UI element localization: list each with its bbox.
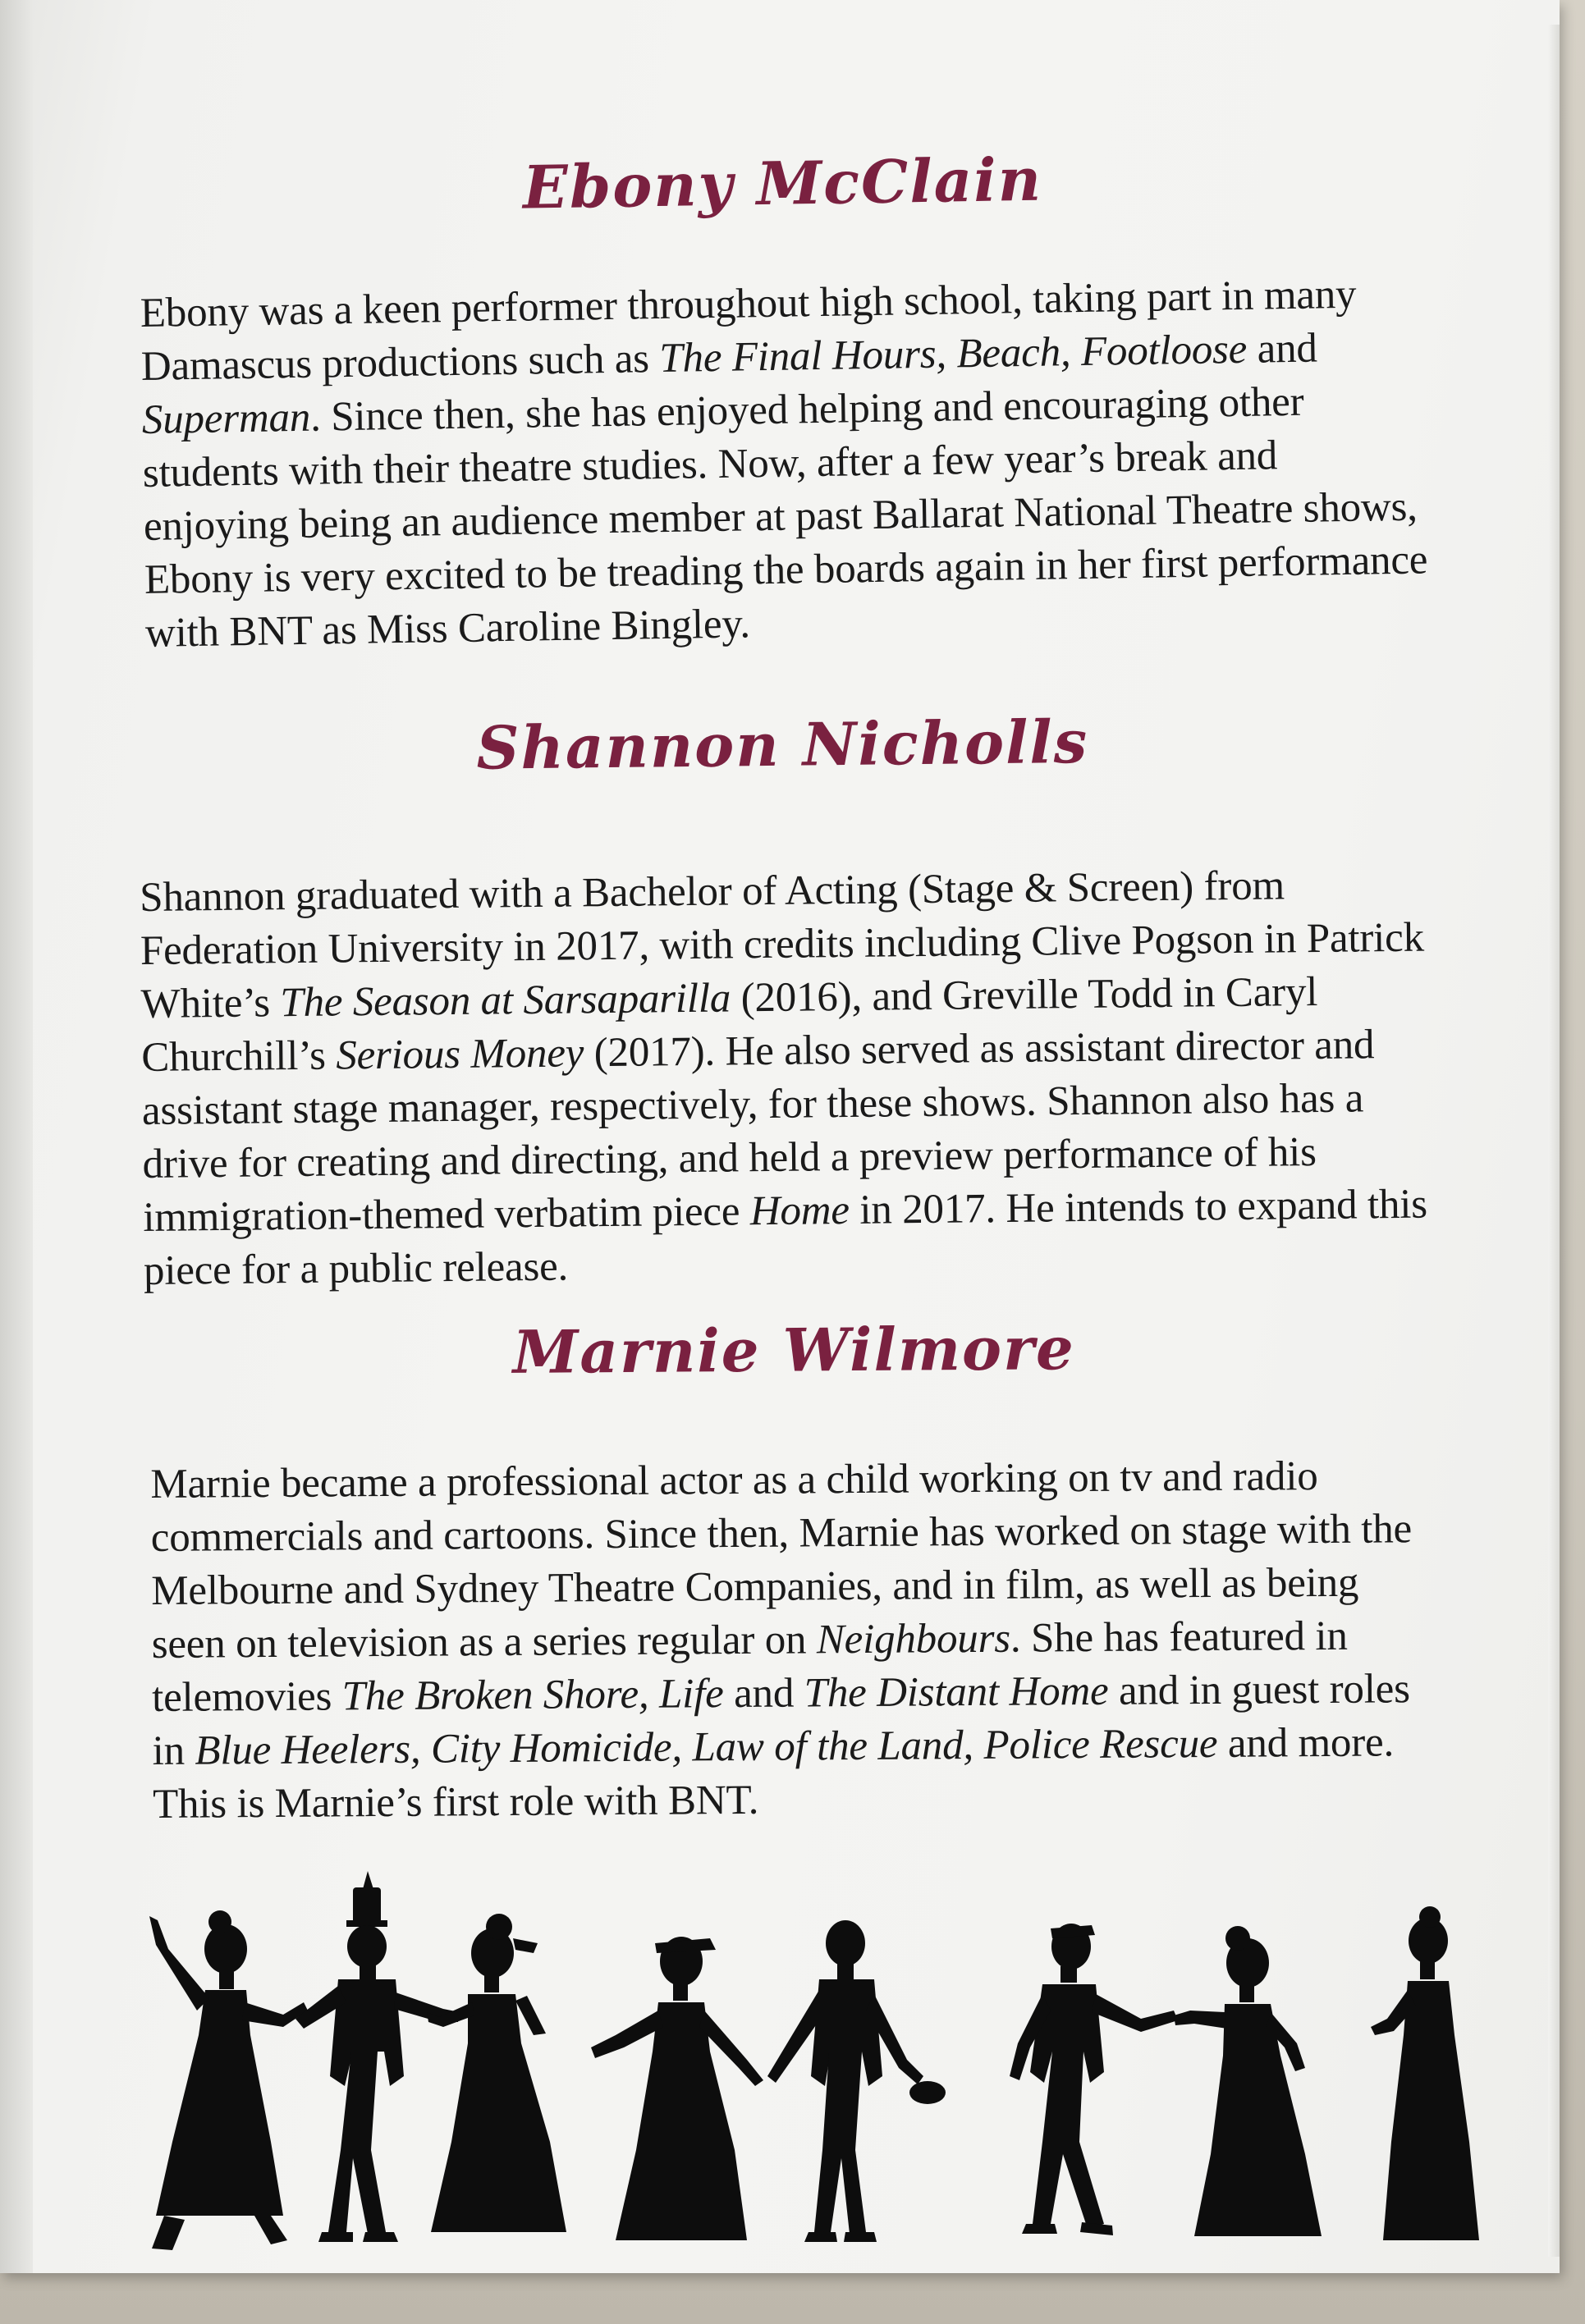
text-run: and in guest roles in <box>152 1666 1421 1774</box>
text-run: and <box>1246 325 1328 373</box>
italic-title: Neighbours <box>816 1615 1011 1663</box>
bio-ebony-mcclain <box>138 144 1439 661</box>
bio-marnie-wilmore <box>149 1313 1441 1832</box>
bio-shannon-nicholls <box>138 706 1438 1298</box>
dancer-woman-4-icon <box>1174 1926 1322 2236</box>
text-run: (2016), and Greville Todd in Caryl Churchill’s <box>140 968 1329 1081</box>
text-run: in 2017. He intends to expand this piece for a public release. <box>143 1181 1438 1294</box>
bio-text <box>139 858 1438 1298</box>
text-run: Ebony was a keen performer throughout high school, taking part in many Damascus productions such as <box>140 271 1367 390</box>
italic-title: The Broken Shore, Life <box>341 1671 724 1720</box>
bio-name: Marnie Wilmore <box>512 1313 1076 1387</box>
italic-title: Blue Heelers, City Homicide, Law of the Land, Police Rescue <box>195 1720 1218 1774</box>
page-edge <box>1548 25 1560 2257</box>
regency-dancers-silhouette-icon <box>107 1871 1519 2265</box>
text-run: (2017). He also served as assistant director and assistant stage manager, respectively, for these shows. Shannon also has a drive for creating and directing, and held a preview performance of his immigration-themed verbatim piece <box>141 1022 1386 1241</box>
italic-title: Serious Money <box>335 1030 584 1079</box>
dancer-man-3-icon <box>1010 1924 1178 2235</box>
italic-title: The Season at Sarsaparilla <box>280 975 731 1027</box>
dancer-man-1-icon <box>295 1871 460 2242</box>
italic-title: Home <box>749 1187 850 1235</box>
text-run: Shannon graduated with a Bachelor of Acting (Stage & Screen) from Federation University in 2017, with credits including Clive Pogson in Patrick White’s <box>139 862 1434 1027</box>
dancer-woman-1-icon <box>149 1910 308 2250</box>
text-run: and more. This is Marnie’s first role with BNT. <box>152 1719 1404 1828</box>
bio-name: Shannon Nicholls <box>476 706 1089 783</box>
text-run: . She has featured in telemovies <box>151 1613 1358 1721</box>
dancer-woman-5-icon <box>1371 1906 1479 2240</box>
bio-text <box>150 1449 1441 1832</box>
dancer-man-2-icon <box>767 1920 946 2242</box>
italic-title: Superman <box>141 394 311 443</box>
italic-title: The Distant Home <box>804 1668 1109 1717</box>
bio-text <box>140 267 1439 661</box>
text-run: Marnie became a professional actor as a child working on tv and radio commercials and cartoons. Since then, Marnie has worked on stage with the Melbourne and Sydney Theatre Companies, and in film, as well as being seen on television as a series regular on <box>150 1452 1422 1668</box>
page-fold <box>0 0 33 2273</box>
bio-name: Ebony McClain <box>522 144 1043 222</box>
dancer-woman-3-icon <box>591 1937 763 2240</box>
text-run: . Since then, she has enjoyed helping and encouraging other students with their theatre studies. Now, after a few year’s break and enjoying being an audience member at past Ballarat National Theatre shows, Ebony is very excited to be treading the boards again in her first performance with BNT as Miss Caroline Bingley. <box>142 378 1439 656</box>
italic-title: The Final Hours, Beach, Footloose <box>658 326 1248 382</box>
text-run: and <box>723 1670 804 1718</box>
dancer-woman-2-icon <box>427 1914 566 2232</box>
